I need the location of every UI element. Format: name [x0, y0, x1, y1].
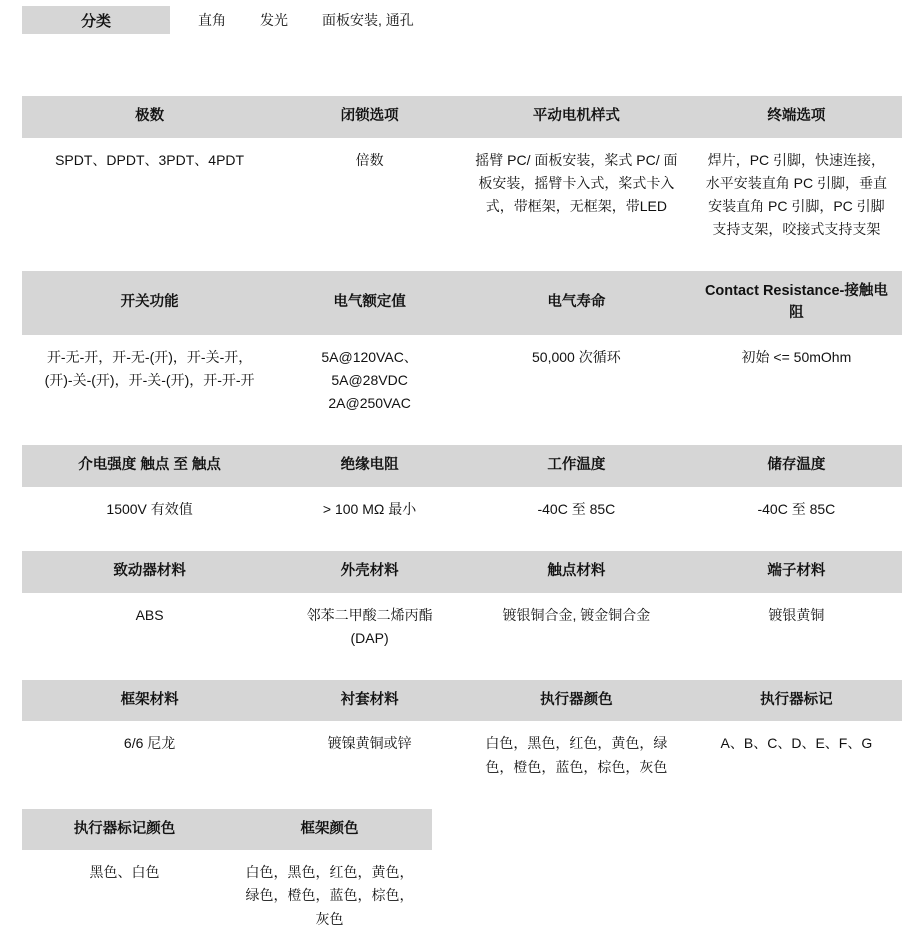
classification-values: [170, 6, 902, 34]
table-3-cell-1: > 100 MΩ 最小: [277, 487, 462, 535]
classification-bar: [22, 6, 902, 34]
table-1-header-1: 闭锁选项: [277, 96, 462, 138]
table-5-header-0: 框架材料: [22, 680, 277, 722]
table-2-header-0: 开关功能: [22, 271, 277, 335]
table-1-cell-3: 焊片，PC 引脚，快速连接，水平安装直角 PC 引脚，垂直安装直角 PC 引脚，PC 引脚支持支架，咬接式支持支架: [691, 138, 902, 255]
table-4-header-3: 端子材料: [691, 551, 902, 593]
table-3-header-2: 工作温度: [462, 445, 691, 487]
table-2-cell-2: 50,000 次循环: [462, 335, 691, 429]
table-row: [22, 850, 432, 944]
table-6-cell-0: 黑色、白色: [22, 850, 227, 944]
classification-value-0: 直角: [198, 12, 226, 28]
table-4-cell-3: 镀银黄铜: [691, 593, 902, 664]
table-2-cell-3: 初始 <= 50mOhm: [691, 335, 902, 429]
table-1-cell-2: 摇臂 PC/ 面板安装，桨式 PC/ 面板安装，摇臂卡入式，桨式卡入式，带框架，无框架，带LED: [462, 138, 691, 255]
table-row: [22, 721, 902, 792]
table-header-row: [22, 445, 902, 487]
table-2-cell-1: 5A@120VAC、5A@28VDC 2A@250VAC: [277, 335, 462, 429]
table-2-header-2: 电气寿命: [462, 271, 691, 335]
table-header-row: [22, 551, 902, 593]
table-row: [22, 335, 902, 429]
table-1-header-0: 极数: [22, 96, 277, 138]
table-1-header-3: 终端选项: [691, 96, 902, 138]
table-row: [22, 593, 902, 664]
spec-table-2: [22, 271, 902, 429]
table-5-cell-3: A、B、C、D、E、F、G: [691, 721, 902, 792]
table-4-cell-1: 邻苯二甲酸二烯丙酯 (DAP): [277, 593, 462, 664]
top-spacer: [0, 34, 924, 96]
table-row: [22, 487, 902, 535]
table-4-cell-0: ABS: [22, 593, 277, 664]
table-3-header-0: 介电强度 触点 至 触点: [22, 445, 277, 487]
table-1-cell-0: SPDT、DPDT、3PDT、4PDT: [22, 138, 277, 255]
table-4-header-1: 外壳材料: [277, 551, 462, 593]
table-2-cell-0: 开-无-开，开-无-(开)，开-关-开，(开)-关-(开)，开-关-(开)，开-开-开: [22, 335, 277, 429]
table-header-row: [22, 680, 902, 722]
table-3-header-1: 绝缘电阻: [277, 445, 462, 487]
table-row: [22, 138, 902, 255]
spec-table-5: [22, 680, 902, 793]
table-1-cell-1: 倍数: [277, 138, 462, 255]
table-5-cell-2: 白色，黑色，红色，黄色，绿色，橙色，蓝色，棕色，灰色: [462, 721, 691, 792]
spec-table-4: [22, 551, 902, 664]
table-2-header-3: Contact Resistance-接触电阻: [691, 271, 902, 335]
table-5-header-3: 执行器标记: [691, 680, 902, 722]
spec-table-1: [22, 96, 902, 255]
table-3-cell-2: -40C 至 85C: [462, 487, 691, 535]
table-3-cell-3: -40C 至 85C: [691, 487, 902, 535]
table-5-cell-0: 6/6 尼龙: [22, 721, 277, 792]
table-header-row: [22, 809, 432, 851]
table-header-row: [22, 96, 902, 138]
classification-label: 分类: [22, 6, 170, 34]
table-6-header-1: 框架颜色: [227, 809, 432, 851]
table-3-header-3: 储存温度: [691, 445, 902, 487]
table-5-header-2: 执行器颜色: [462, 680, 691, 722]
spec-sheet-page: [0, 6, 924, 945]
table-4-header-2: 触点材料: [462, 551, 691, 593]
classification-value-1: 发光: [260, 12, 288, 28]
table-6-header-0: 执行器标记颜色: [22, 809, 227, 851]
table-4-cell-2: 镀银铜合金, 镀金铜合金: [462, 593, 691, 664]
table-5-header-1: 衬套材料: [277, 680, 462, 722]
table-2-header-1: 电气额定值: [277, 271, 462, 335]
table-5-cell-1: 镀镍黄铜或锌: [277, 721, 462, 792]
table-header-row: [22, 271, 902, 335]
spec-table-6: [22, 809, 432, 945]
spec-table-3: [22, 445, 902, 535]
classification-value-2: 面板安装, 通孔: [322, 12, 414, 28]
table-6-cell-1: 白色，黑色，红色，黄色，绿色，橙色，蓝色，棕色，灰色: [227, 850, 432, 944]
table-3-cell-0: 1500V 有效值: [22, 487, 277, 535]
table-4-header-0: 致动器材料: [22, 551, 277, 593]
table-1-header-2: 平动电机样式: [462, 96, 691, 138]
